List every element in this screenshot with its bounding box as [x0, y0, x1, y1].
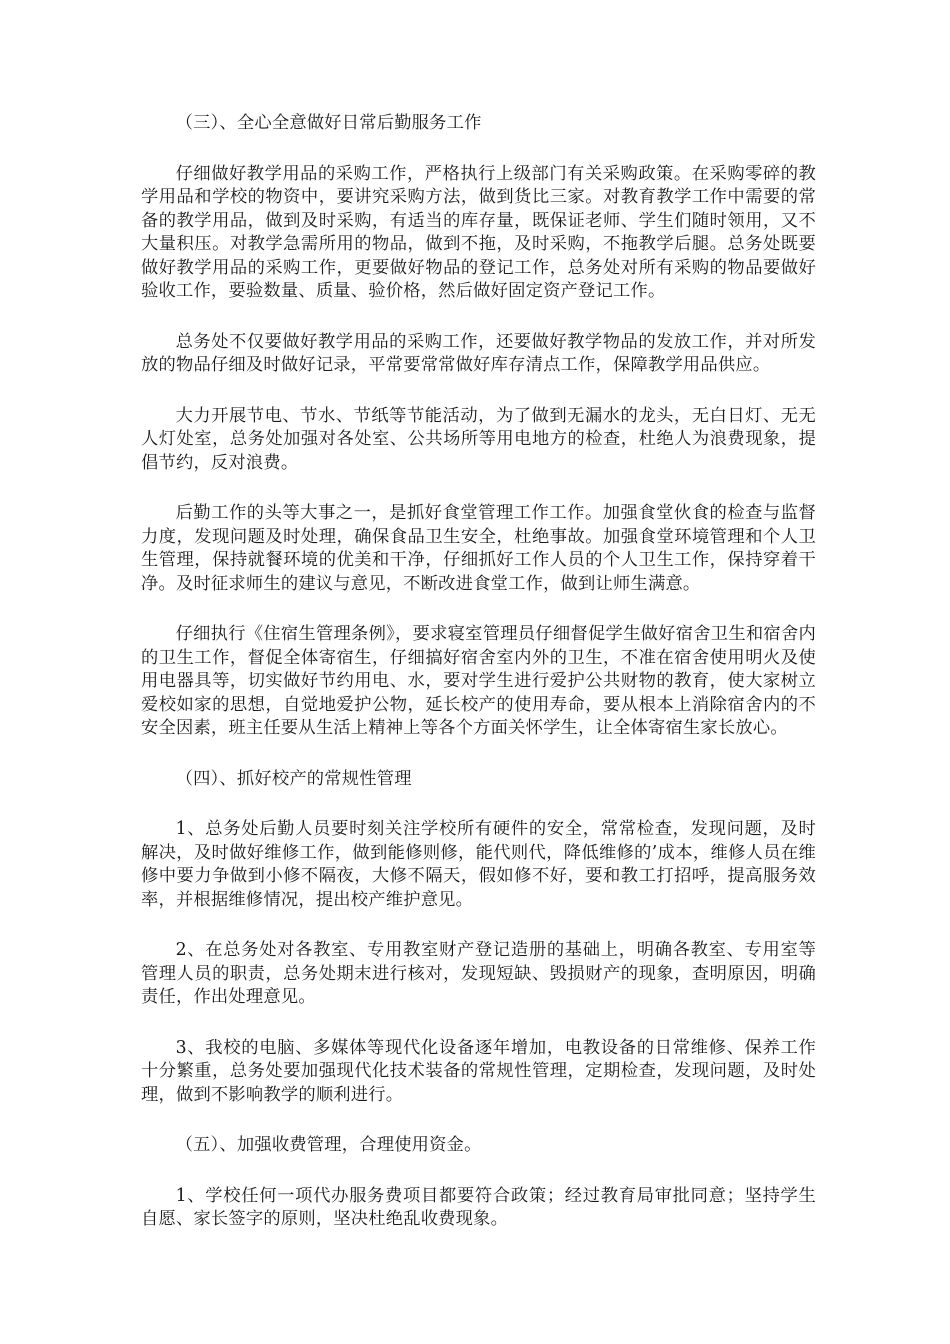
paragraph-canteen: 后勤工作的头等大事之一，是抓好食堂管理工作工作。加强食堂伙食的检查与监督力度，发现问题及时处理，确保食品卫生安全，杜绝事故。加强食堂环境管理和个人卫生管理，保持就餐环境的优美和干净，仔细抓好工作人员的个人卫生工作，保持穿着干净。及时征求师生的建议与意见，不断改进食堂工作，做到让师生满意。	[141, 503, 816, 594]
section-heading-3: （三）、全心全意做好日常后勤服务工作	[175, 113, 482, 133]
document-body	[141, 112, 816, 1259]
paragraph-procurement: 仔细做好教学用品的采购工作，严格执行上级部门有关采购政策。在采购零碎的教学用品和学校的物资中，要讲究采购方法，做到货比三家。对教育教学工作中需要的常备的教学用品，做到及时采购，有适当的库存量，既保证老师、学生们随时领用，又不大量积压。对教学急需所用的物品，做到不拖，及时采购，不拖教学后腿。总务处既要做好教学用品的采购工作，更要做好物品的登记工作，总务处对所有采购的物品要做好验收工作，要验数量、质量、验价格，然后做好固定资产登记工作。	[141, 163, 816, 301]
section-heading-4: （四）、抓好校产的常规性管理	[175, 768, 412, 789]
paragraph-fees-1: 1、学校任何一项代办服务费项目都要符合政策；经过教育局审批同意；坚持学生自愿、家长签字的原则，坚决杜绝乱收费现象。	[141, 1185, 816, 1229]
paragraph-dormitory: 仔细执行《住宿生管理条例》，要求寝室管理员仔细督促学生做好宿舍卫生和宿舍内的卫生工作，督促全体寄宿生，仔细搞好宿舍室内外的卫生，不准在宿舍使用明火及使用电器具等，切实做好节约用电、水，要对学生进行爱护公共财物的教育，使大家树立爱校如家的思想，自觉地爱护公物，延长校产的使用寿命，要从根本上消除宿舍内的不安全因素，班主任要从生活上精神上等各个方面关怀学生，让全体寄宿生家长放心。	[141, 624, 816, 738]
paragraph-maintenance-1: 1、总务处后勤人员要时刻关注学校所有硬件的安全，常常检查，发现问题，及时解决，及时做好维修工作，做到能修则修，能代则代，降低维修的’成本，维修人员在维修中要力争做到小修不隔夜，大修不隔天，假如修不好，要和教工打招呼，提高服务效率，并根据维修情况，提出校产维护意见。	[141, 819, 816, 910]
paragraph-energy-saving: 大力开展节电、节水、节纸等节能活动，为了做到无漏水的龙头，无白日灯、无无人灯处室，总务处加强对各处室、公共场所等用电地方的检查，杜绝人为浪费现象，提倡节约，反对浪费。	[141, 405, 816, 473]
paragraph-maintenance-3: 3、我校的电脑、多媒体等现代化设备逐年增加，电教设备的日常维修、保养工作十分繁重，总务处要加强现代化技术装备的常规性管理，定期检查，发现问题，及时处理，做到不影响教学的顺利进行。	[141, 1037, 816, 1105]
paragraph-distribution: 总务处不仅要做好教学用品的采购工作，还要做好教学物品的发放工作，并对所发放的物品仔细及时做好记录，平常要常常做好库存清点工作，保障教学用品供应。	[141, 331, 816, 375]
section-heading-5: （五）、加强收费管理，合理使用资金。	[175, 1135, 482, 1155]
paragraph-maintenance-2: 2、在总务处对各教室、专用教室财产登记造册的基础上，明确各教室、专用室等管理人员的职责，总务处期末进行核对，发现短缺、毁损财产的现象，查明原因，明确责任，作出处理意见。	[141, 940, 816, 1007]
